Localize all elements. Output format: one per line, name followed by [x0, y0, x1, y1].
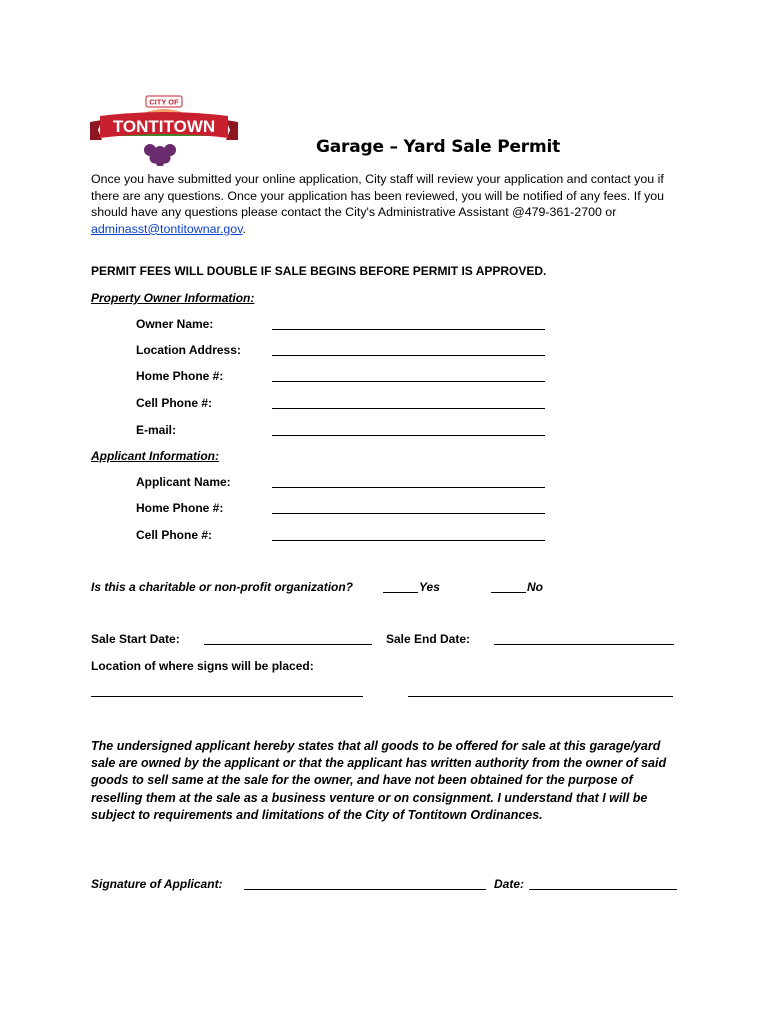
logo-name-text: TONTITOWN — [112, 117, 216, 136]
applicant-cell-phone-field[interactable] — [272, 540, 545, 541]
signs-location-field-2[interactable] — [408, 696, 673, 697]
yes-label: Yes — [419, 580, 440, 594]
date-field[interactable] — [529, 889, 677, 890]
declaration-paragraph: The undersigned applicant hereby states that all goods to be offered for sale at this garage/yard sale are owned by the applicant or that the applicant has written authority from the owner of said goods to sell same at the sale for the owner, and have not been obtained for the purpose of reselling them at the sale as a business venture or on consignment. I understand that I will be subject to requirements and limitations of the City of Tontitown Ordinances. — [91, 739, 667, 822]
no-blank[interactable] — [491, 592, 526, 593]
fee-warning: PERMIT FEES WILL DOUBLE IF SALE BEGINS BEFORE PERMIT IS APPROVED. — [91, 264, 547, 278]
owner-email-label: E-mail: — [136, 423, 177, 437]
location-address-label: Location Address: — [136, 343, 241, 357]
owner-cell-phone-label: Cell Phone #: — [136, 396, 213, 410]
intro-end: . — [242, 221, 246, 236]
sale-end-field[interactable] — [494, 644, 674, 645]
applicant-name-field[interactable] — [272, 487, 545, 488]
applicant-home-phone-label: Home Phone #: — [136, 501, 224, 515]
city-logo — [88, 92, 240, 166]
no-label: No — [527, 580, 543, 594]
yes-blank[interactable] — [383, 592, 418, 593]
owner-home-phone-field[interactable] — [272, 381, 545, 382]
owner-email-field[interactable] — [272, 435, 545, 436]
signature-label: Signature of Applicant: — [91, 877, 223, 891]
sale-end-label: Sale End Date: — [386, 632, 471, 646]
owner-cell-phone-field[interactable] — [272, 408, 545, 409]
signature-field[interactable] — [244, 889, 486, 890]
sale-start-field[interactable] — [204, 644, 372, 645]
email-link[interactable]: adminasst@tontitownar.gov — [91, 221, 243, 236]
logo-top-text: CITY OF — [149, 97, 179, 107]
intro-paragraph — [91, 171, 691, 237]
applicant-home-phone-field[interactable] — [272, 513, 545, 514]
owner-home-phone-label: Home Phone #: — [136, 369, 224, 383]
owner-name-label: Owner Name: — [136, 317, 214, 331]
city-logo-graphic — [88, 92, 240, 166]
applicant-section-heading: Applicant Information: — [91, 449, 219, 463]
owner-section-heading: Property Owner Information: — [91, 291, 255, 305]
signs-location-label: Location of where signs will be placed: — [91, 659, 314, 673]
location-address-field[interactable] — [272, 355, 545, 356]
owner-name-field[interactable] — [272, 329, 545, 330]
sale-start-label: Sale Start Date: — [91, 632, 180, 646]
signs-location-field-1[interactable] — [91, 696, 363, 697]
applicant-cell-phone-label: Cell Phone #: — [136, 528, 213, 542]
date-label: Date: — [494, 877, 525, 891]
page-title: Garage – Yard Sale Permit — [316, 137, 561, 157]
applicant-name-label: Applicant Name: — [136, 475, 231, 489]
charitable-question: Is this a charitable or non-profit organization? — [91, 580, 354, 594]
intro-text: Once you have submitted your online application, City staff will review your application and contact you if there are any questions. Once your application has been reviewed, you will be notified of any fees. If you should have any questions please contact the City's Administrative Assistant @479-361-2700 or — [91, 172, 665, 220]
